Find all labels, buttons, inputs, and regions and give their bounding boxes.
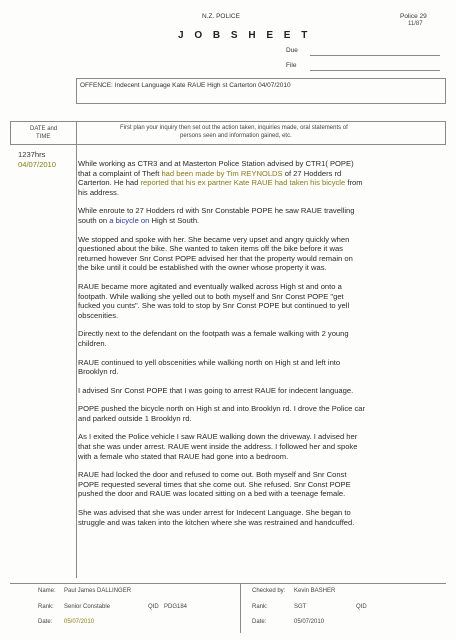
text-line: Carterton. He had <box>78 178 141 188</box>
qid-value: PDG184 <box>164 604 188 610</box>
instructions-line-1: First plan your inquiry then set out the action taken, inquiries made, oral statements of <box>120 125 348 131</box>
text-line: High st South. <box>149 215 200 225</box>
text-line: questioned about the bike. She wanted to taken items off the bike before it was <box>78 244 343 254</box>
paragraph-10 <box>78 470 450 499</box>
text-line: fucked you cunts". She was told to stop by Snr Const POPE but continued to yell <box>78 301 350 311</box>
checked-by-label: Checked by: <box>252 588 286 594</box>
time-label: TIME <box>36 134 51 140</box>
text-line: We stopped and spoke with her. She became very upset and angry quickly when <box>78 234 350 244</box>
instructions-line-2: persons seen and information gained, etc. <box>180 133 292 139</box>
text-line: that she was under arrest. RAUE went inside the address. I followed her and spoke <box>78 442 358 452</box>
text-line: from <box>345 178 363 188</box>
rank2-label: Rank: <box>252 604 268 610</box>
footer-top-line <box>10 583 446 584</box>
highlighted-text: a bicycle on <box>109 215 150 225</box>
highlighted-text: had been made by <box>161 168 225 178</box>
page-title: J O B S H E E T <box>178 30 312 41</box>
text-line: struggle and was taken into the kitchen where she was restrained and handcuffed. <box>78 517 355 527</box>
text-line: pushed the door and RAUE was located sitting on a bed with a teenage female. <box>78 489 346 499</box>
name-value: Paul James DALLINGER <box>64 588 132 594</box>
text-line: of 27 Hodders rd <box>282 168 342 178</box>
paragraph-1 <box>78 159 450 197</box>
paragraph-2 <box>78 206 450 225</box>
checked-by-value: Kevin BASHER <box>294 588 336 594</box>
date-label-footer: Date: <box>38 619 53 625</box>
text-line: returned however Snr Const POPE advised her that the property would remain on <box>78 253 353 263</box>
text-line: I advised Snr Const POPE that I was going to arrest RAUE for indecent language. <box>78 385 354 395</box>
text-line: Directly next to the defendant on the footpath was a female walking with 2 young <box>78 329 349 339</box>
text-line: south on <box>78 215 110 225</box>
text-line: footpath. While walking she yelled out to both myself and Snr Const POPE "get <box>78 291 344 301</box>
table-header-divider <box>76 121 77 145</box>
text-line: obscenities. <box>78 310 119 320</box>
form-date: 11/87 <box>408 21 423 27</box>
paragraph-8 <box>78 404 450 423</box>
footer-divider <box>240 583 241 633</box>
date-column-divider <box>76 145 77 578</box>
text-line: that a complaint of Theft <box>78 168 162 178</box>
highlighted-text: reported that his ex partner Kate RAUE had taken his bicycle <box>140 178 346 188</box>
file-line <box>310 70 440 71</box>
text-line: POPE pushed the bicycle north on High st and into Brooklyn rd. I drove the Police car <box>78 404 366 414</box>
file-label: File <box>286 62 297 69</box>
entry-date: 04/07/2010 <box>18 160 57 169</box>
text-line: As I exited the Police vehicle I saw RAUE walking down the driveway. I advised her <box>78 432 358 442</box>
rank2-value: SGT <box>294 604 307 610</box>
due-line <box>310 55 440 56</box>
text-line: and parked outside 1 Brooklyn rd. <box>78 413 192 423</box>
paragraph-9 <box>78 432 450 461</box>
text-line: RAUE continued to yell obscenities while walking north on High st and left into <box>78 357 341 367</box>
date-label: DATE and <box>30 126 58 132</box>
text-line: RAUE had locked the door and refused to come out. Both myself and Snr Const <box>78 470 347 480</box>
due-label: Due <box>286 47 298 54</box>
paragraph-7 <box>78 386 450 396</box>
name-label: Name: <box>38 588 56 594</box>
offence-text: OFFENCE: Indecent Language Kate RAUE High st Carterton 04/07/2010 <box>80 82 291 89</box>
text-line: POPE requested several times that she come out. She refused. Snr Const POPE <box>78 479 351 489</box>
paragraph-11 <box>78 508 450 527</box>
date-value-footer: 05/07/2010 <box>64 619 95 625</box>
text-line: While enroute to 27 Hodders rd with Snr Constable POPE he saw RAUE travelling <box>78 206 355 216</box>
org-name: N.Z. POLICE <box>202 13 240 20</box>
text-line: the bike until it could be established with the owner whose property it was. <box>78 263 327 273</box>
text-line: RAUE became more agitated and eventually walked across High st and onto a <box>78 281 342 291</box>
text-line: Brooklyn rd. <box>78 367 119 377</box>
date2-value: 05/07/2010 <box>294 619 325 625</box>
paragraph-4 <box>78 282 450 320</box>
paragraph-6 <box>78 358 450 377</box>
date2-label: Date: <box>252 619 267 625</box>
form-number: Police 29 <box>400 13 427 20</box>
paragraph-5 <box>78 329 450 348</box>
qid2-label: QID <box>356 604 367 610</box>
text-line: children. <box>78 338 107 348</box>
entry-time: 1237hrs <box>18 150 46 159</box>
text-line: While working as CTR3 and at Masterton Police Station advised by CTR1( POPE) <box>78 159 354 168</box>
rank-value: Senior Constable <box>64 604 111 610</box>
statement-body <box>78 159 450 536</box>
text-line: She was advised that she was under arrest for Indecent Language. She began to <box>78 508 351 518</box>
text-line: with a female who stated that RAUE had gone into a bedroom. <box>78 451 289 461</box>
text-line: his address. <box>78 187 119 197</box>
qid-label: QID <box>148 604 159 610</box>
paragraph-3 <box>78 235 450 273</box>
rank-label: Rank: <box>38 604 54 610</box>
highlighted-text: Tim REYNOLDS <box>224 168 283 178</box>
